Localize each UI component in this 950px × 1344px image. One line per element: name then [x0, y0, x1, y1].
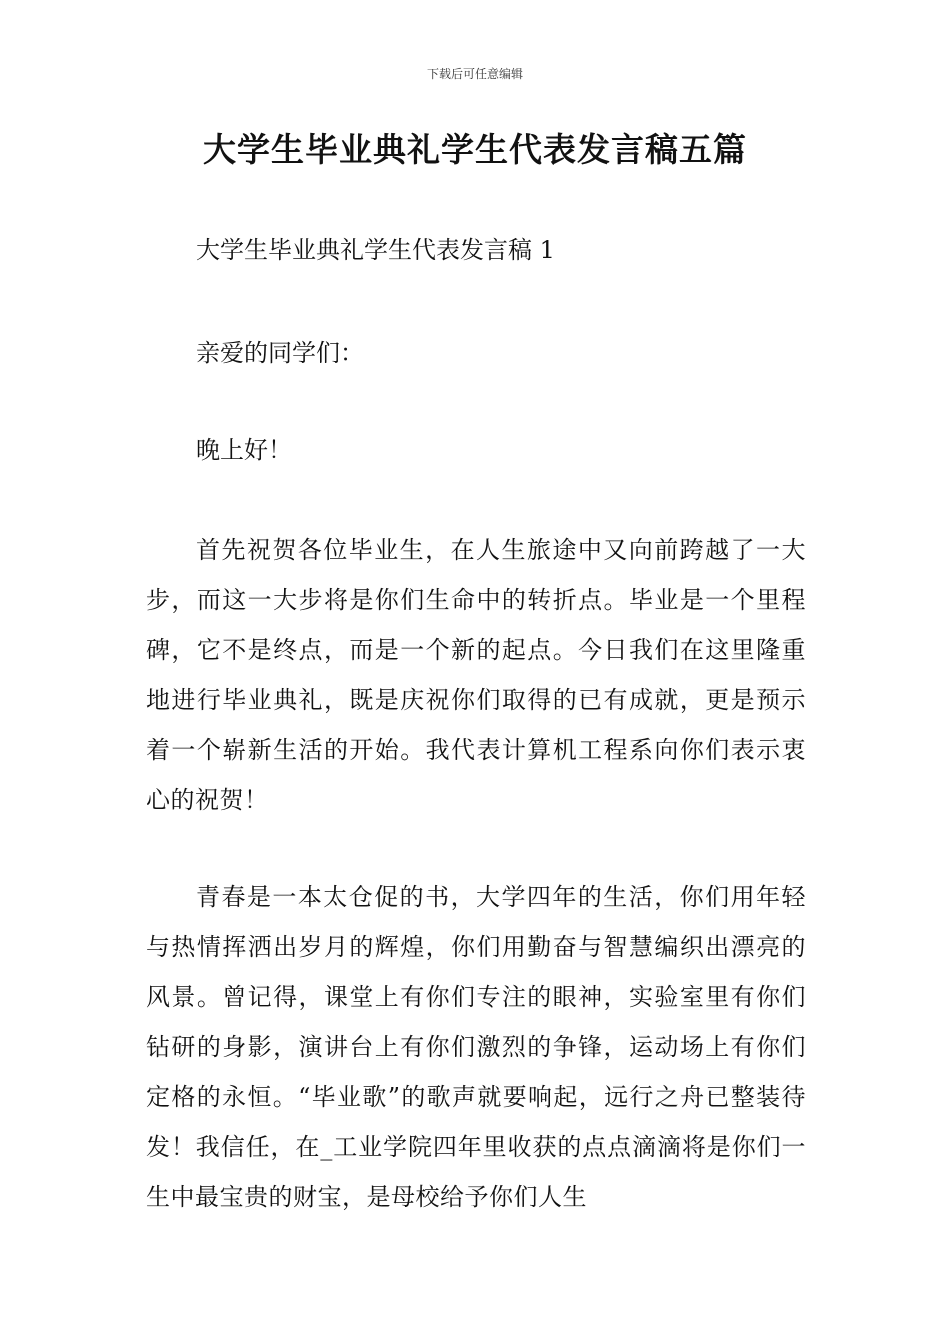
paragraph-1: 首先祝贺各位毕业生，在人生旅途中又向前跨越了一大步，而这一大步将是你们生命中的转折点。毕业是一个里程碑，它不是终点，而是一个新的起点。今日我们在这里隆重地进行毕业典礼，既是庆祝你们取得的已有成就，更是预示着一个崭新生活的开始。我代表计算机工程系向你们表示衷心的祝贺！: [146, 536, 806, 814]
salutation: 亲爱的同学们：: [196, 339, 364, 367]
greeting: 晚上好！: [196, 436, 292, 464]
paragraph-2: 青春是一本太仓促的书，大学四年的生活，你们用年轻与热情挥洒出岁月的辉煌，你们用勤奋与智慧编织出漂亮的风景。曾记得，课堂上有你们专注的眼神，实验室里有你们钻研的身影，演讲台上有你们激烈的争锋，运动场上有你们定格的永恒。“毕业歌”的歌声就要响起，远行之舟已整装待发！我信任，在_工业学院四年里收获的点点滴滴将是你们一生中最宝贵的财宝，是母校给予你们人生: [146, 883, 806, 1211]
header-note: 下载后可任意编辑: [426, 67, 523, 81]
speech-subtitle: 大学生毕业典礼学生代表发言稿 1: [196, 236, 555, 264]
document-title: 大学生毕业典礼学生代表发言稿五篇: [203, 130, 747, 169]
